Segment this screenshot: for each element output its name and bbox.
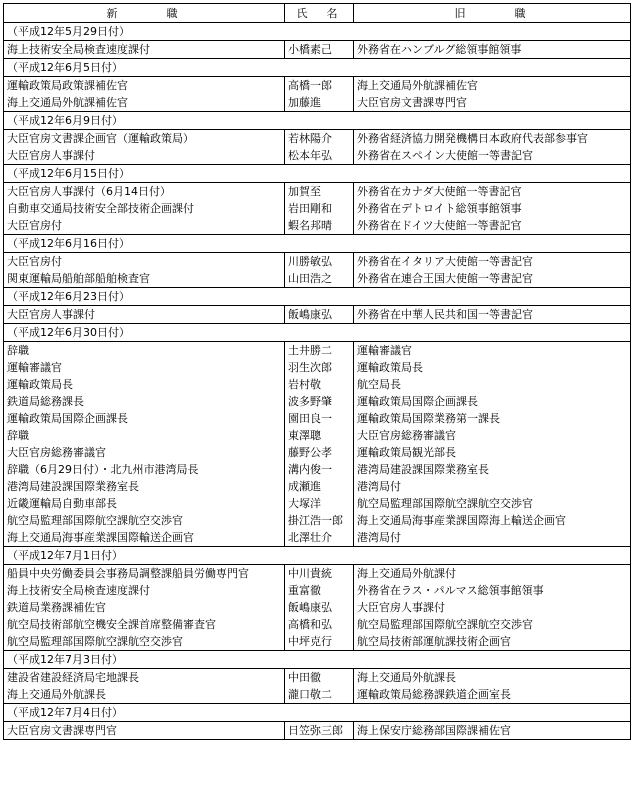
new-post: 航空局監理部国際航空課航空交渉官 bbox=[4, 512, 285, 529]
old-post: 外務省在連合王国大使館一等書記官 bbox=[354, 270, 631, 288]
new-post: 鉄道局業務課補佐官 bbox=[4, 599, 285, 616]
table-row bbox=[4, 565, 631, 583]
new-post: 大臣官房文書課専門官 bbox=[4, 722, 285, 740]
table-row bbox=[4, 427, 631, 444]
table-row bbox=[4, 253, 631, 271]
person-name: 飯嶋康弘 bbox=[285, 599, 354, 616]
table-row bbox=[4, 599, 631, 616]
new-post: 港湾局建設課国際業務室長 bbox=[4, 478, 285, 495]
table-row bbox=[4, 270, 631, 288]
person-name: 東澤聰 bbox=[285, 427, 354, 444]
new-post: 海上交通局海事産業課国際輸送企画官 bbox=[4, 529, 285, 547]
effective-date: （平成12年6月9日付） bbox=[4, 112, 631, 130]
new-post: 航空局技術部航空機安全課首席整備審査官 bbox=[4, 616, 285, 633]
person-name: 小橋素己 bbox=[285, 41, 354, 59]
person-name: 土井勝二 bbox=[285, 342, 354, 360]
header-name: 氏 名 bbox=[285, 4, 354, 23]
new-post: 大臣官房人事課付（6月14日付） bbox=[4, 183, 285, 201]
person-name: 岩村敬 bbox=[285, 376, 354, 393]
old-post: 外務省在ラス・パルマス総領事館領事 bbox=[354, 582, 631, 599]
old-post: 海上交通局外航課付 bbox=[354, 565, 631, 583]
date-row bbox=[4, 288, 631, 306]
person-name: 成瀬進 bbox=[285, 478, 354, 495]
new-post: 大臣官房付 bbox=[4, 217, 285, 235]
table-row bbox=[4, 147, 631, 165]
table-row bbox=[4, 495, 631, 512]
date-row bbox=[4, 704, 631, 722]
new-post: 辞職 bbox=[4, 427, 285, 444]
old-post: 航空局技術部運航課技術企画官 bbox=[354, 633, 631, 651]
date-row bbox=[4, 324, 631, 342]
person-name: 掛江浩一郎 bbox=[285, 512, 354, 529]
date-row bbox=[4, 23, 631, 41]
old-post: 海上交通局外航課補佐官 bbox=[354, 77, 631, 95]
table-row bbox=[4, 342, 631, 360]
table-row bbox=[4, 461, 631, 478]
personnel-table bbox=[3, 3, 631, 740]
person-name: 飯嶋康弘 bbox=[285, 306, 354, 324]
new-post: 海上技術安全局検査速度課付 bbox=[4, 582, 285, 599]
new-post: 近畿運輸局自動車部長 bbox=[4, 495, 285, 512]
table-row bbox=[4, 616, 631, 633]
table-row bbox=[4, 183, 631, 201]
old-post: 外務省在イタリア大使館一等書記官 bbox=[354, 253, 631, 271]
old-post: 外務省在スペイン大使館一等書記官 bbox=[354, 147, 631, 165]
table-row bbox=[4, 130, 631, 148]
person-name: 羽生次郎 bbox=[285, 359, 354, 376]
effective-date: （平成12年6月5日付） bbox=[4, 59, 631, 77]
old-post: 大臣官房総務審議官 bbox=[354, 427, 631, 444]
new-post: 大臣官房人事課付 bbox=[4, 147, 285, 165]
new-post: 運輸政策局国際企画課長 bbox=[4, 410, 285, 427]
person-name: 大塚洋 bbox=[285, 495, 354, 512]
header-old-post: 旧 職 bbox=[354, 4, 631, 23]
old-post: 大臣官房人事課付 bbox=[354, 599, 631, 616]
table-row bbox=[4, 633, 631, 651]
person-name: 中川貴統 bbox=[285, 565, 354, 583]
person-name: 高橋和弘 bbox=[285, 616, 354, 633]
new-post: 大臣官房付 bbox=[4, 253, 285, 271]
old-post: 運輸政策局国際業務第一課長 bbox=[354, 410, 631, 427]
new-post: 海上交通局外航課補佐官 bbox=[4, 94, 285, 112]
table-row bbox=[4, 77, 631, 95]
old-post: 外務省在ハンブルグ総領事館領事 bbox=[354, 41, 631, 59]
effective-date: （平成12年7月3日付） bbox=[4, 651, 631, 669]
new-post: 運輸政策局政策課補佐官 bbox=[4, 77, 285, 95]
table-row bbox=[4, 306, 631, 324]
person-name: 山田浩之 bbox=[285, 270, 354, 288]
date-row bbox=[4, 651, 631, 669]
new-post: 海上技術安全局検査速度課付 bbox=[4, 41, 285, 59]
person-name: 園田良一 bbox=[285, 410, 354, 427]
old-post: 港湾局建設課国際業務室長 bbox=[354, 461, 631, 478]
person-name: 岩田剛和 bbox=[285, 200, 354, 217]
date-row bbox=[4, 547, 631, 565]
old-post: 運輸審議官 bbox=[354, 342, 631, 360]
old-post: 運輸政策局総務課鉄道企画室長 bbox=[354, 686, 631, 704]
old-post: 航空局監理部国際航空課航空交渉官 bbox=[354, 495, 631, 512]
new-post: 海上交通局外航課長 bbox=[4, 686, 285, 704]
table-row bbox=[4, 41, 631, 59]
old-post: 外務省在デトロイト総領事館領事 bbox=[354, 200, 631, 217]
new-post: 辞職 bbox=[4, 342, 285, 360]
person-name: 日笠弥三郎 bbox=[285, 722, 354, 740]
old-post: 海上交通局海事産業課国際海上輸送企画官 bbox=[354, 512, 631, 529]
new-post: 自動車交通局技術安全部技術企画課付 bbox=[4, 200, 285, 217]
table-row bbox=[4, 376, 631, 393]
table-row bbox=[4, 410, 631, 427]
effective-date: （平成12年6月15日付） bbox=[4, 165, 631, 183]
old-post: 運輸政策局観光部長 bbox=[354, 444, 631, 461]
new-post: 辞職（6月29日付）・北九州市港湾局長 bbox=[4, 461, 285, 478]
table-row bbox=[4, 582, 631, 599]
table-row bbox=[4, 669, 631, 687]
effective-date: （平成12年6月16日付） bbox=[4, 235, 631, 253]
old-post: 港湾局付 bbox=[354, 478, 631, 495]
date-row bbox=[4, 112, 631, 130]
person-name: 若林陽介 bbox=[285, 130, 354, 148]
date-row bbox=[4, 235, 631, 253]
table-row bbox=[4, 359, 631, 376]
new-post: 大臣官房総務審議官 bbox=[4, 444, 285, 461]
old-post: 外務省在中華人民共和国一等書記官 bbox=[354, 306, 631, 324]
new-post: 関東運輸局船舶部船舶検査官 bbox=[4, 270, 285, 288]
new-post: 運輸審議官 bbox=[4, 359, 285, 376]
person-name: 川勝敏弘 bbox=[285, 253, 354, 271]
table-row bbox=[4, 512, 631, 529]
table-body bbox=[4, 23, 631, 740]
old-post: 海上交通局外航課長 bbox=[354, 669, 631, 687]
old-post: 外務省経済協力開発機構日本政府代表部参事官 bbox=[354, 130, 631, 148]
table-row bbox=[4, 529, 631, 547]
table-row bbox=[4, 393, 631, 410]
table-row bbox=[4, 217, 631, 235]
table-row bbox=[4, 94, 631, 112]
old-post: 運輸政策局長 bbox=[354, 359, 631, 376]
effective-date: （平成12年6月23日付） bbox=[4, 288, 631, 306]
person-name: 蝦名邦晴 bbox=[285, 217, 354, 235]
effective-date: （平成12年5月29日付） bbox=[4, 23, 631, 41]
new-post: 運輸政策局長 bbox=[4, 376, 285, 393]
new-post: 大臣官房人事課付 bbox=[4, 306, 285, 324]
person-name: 松本年弘 bbox=[285, 147, 354, 165]
table-row bbox=[4, 200, 631, 217]
old-post: 外務省在ドイツ大使館一等書記官 bbox=[354, 217, 631, 235]
person-name: 北澤壮介 bbox=[285, 529, 354, 547]
new-post: 鉄道局総務課長 bbox=[4, 393, 285, 410]
person-name: 瀧口敬二 bbox=[285, 686, 354, 704]
old-post: 大臣官房文書課専門官 bbox=[354, 94, 631, 112]
date-row bbox=[4, 165, 631, 183]
header-new-post: 新 職 bbox=[4, 4, 285, 23]
effective-date: （平成12年7月4日付） bbox=[4, 704, 631, 722]
person-name: 中坪克行 bbox=[285, 633, 354, 651]
date-row bbox=[4, 59, 631, 77]
new-post: 船員中央労働委員会事務局調整課船員労働専門官 bbox=[4, 565, 285, 583]
person-name: 高橋一郎 bbox=[285, 77, 354, 95]
old-post: 海上保安庁総務部国際課補佐官 bbox=[354, 722, 631, 740]
person-name: 加藤進 bbox=[285, 94, 354, 112]
table-row bbox=[4, 444, 631, 461]
new-post: 航空局監理部国際航空課航空交渉官 bbox=[4, 633, 285, 651]
table-row bbox=[4, 686, 631, 704]
person-name: 中田徹 bbox=[285, 669, 354, 687]
person-name: 波多野肇 bbox=[285, 393, 354, 410]
old-post: 運輸政策局国際企画課長 bbox=[354, 393, 631, 410]
person-name: 溝内俊一 bbox=[285, 461, 354, 478]
table-row bbox=[4, 722, 631, 740]
new-post: 建設省建設経済局宅地課長 bbox=[4, 669, 285, 687]
old-post: 航空局監理部国際航空課航空交渉官 bbox=[354, 616, 631, 633]
new-post: 大臣官房文書課企画官（運輸政策局） bbox=[4, 130, 285, 148]
effective-date: （平成12年7月1日付） bbox=[4, 547, 631, 565]
person-name: 藤野公孝 bbox=[285, 444, 354, 461]
old-post: 港湾局付 bbox=[354, 529, 631, 547]
person-name: 重富徹 bbox=[285, 582, 354, 599]
old-post: 外務省在カナダ大使館一等書記官 bbox=[354, 183, 631, 201]
header-row bbox=[4, 4, 631, 23]
person-name: 加賀至 bbox=[285, 183, 354, 201]
table-row bbox=[4, 478, 631, 495]
effective-date: （平成12年6月30日付） bbox=[4, 324, 631, 342]
old-post: 航空局長 bbox=[354, 376, 631, 393]
